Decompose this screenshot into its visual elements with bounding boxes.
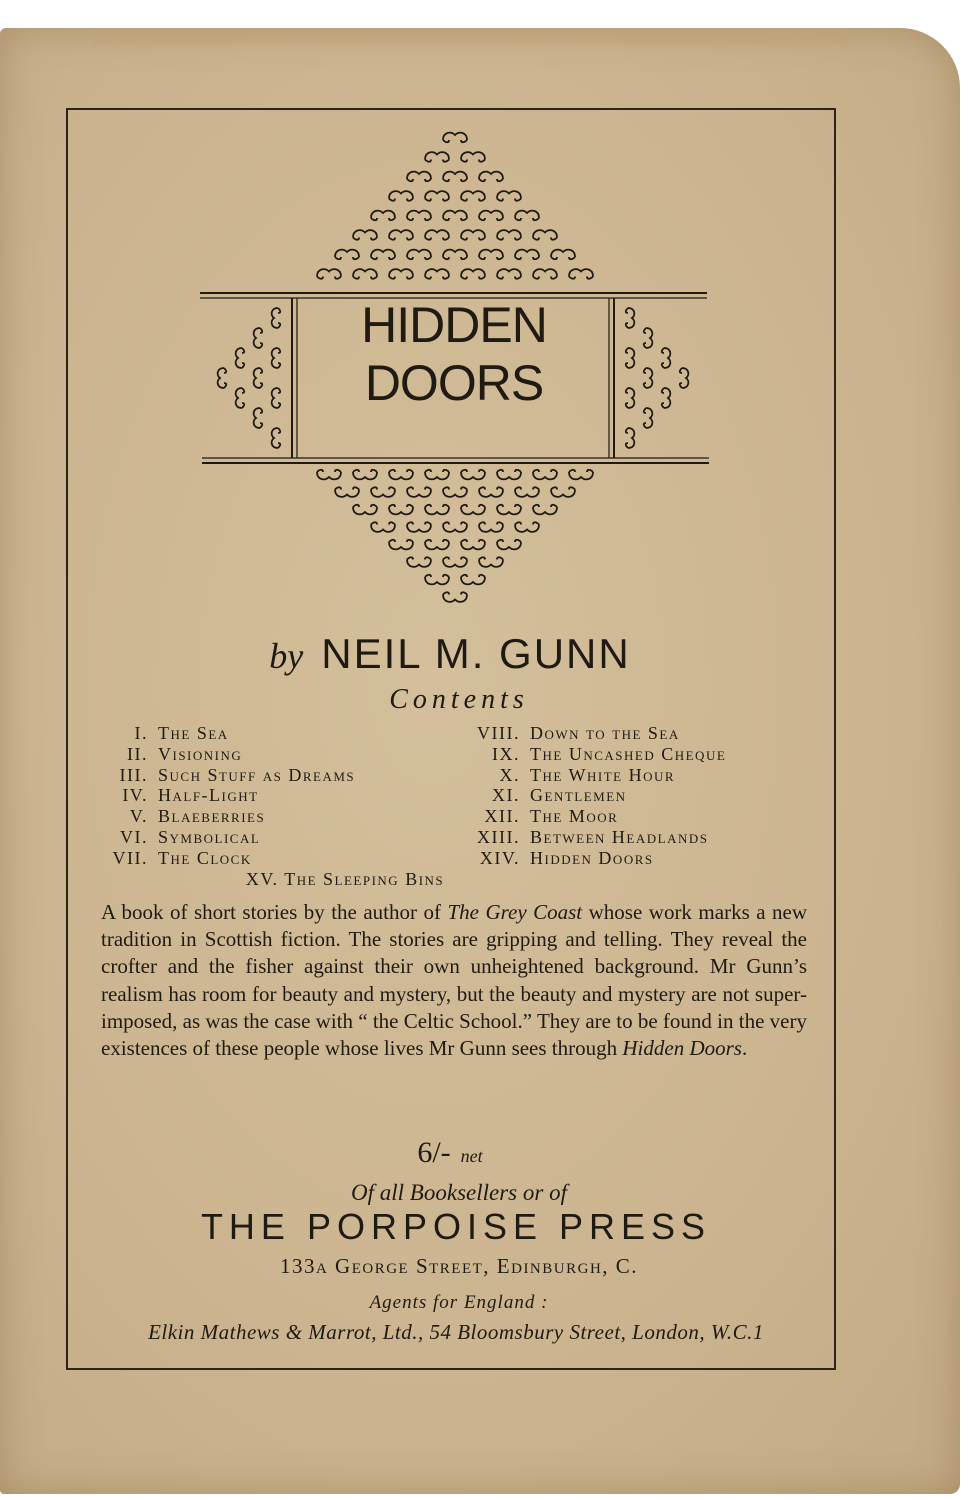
chapter-number: VIII. xyxy=(477,723,520,743)
publisher-address: 133a George Street, Edinburgh, C. xyxy=(279,1254,639,1278)
sellers-line: Of all Booksellers or of xyxy=(351,1180,567,1205)
chapter-number: VI. xyxy=(120,826,148,847)
chapter-title: Such Stuff as Dreams xyxy=(158,764,356,785)
scroll-motif xyxy=(626,308,635,328)
description-text: whose work marks a new tradition in Scottish fiction. The stories are gripping and telling. They reveal the crofter and the fisher against their own unheightened background. Mr Gunn’s realism has room for beauty and mystery, but the beauty and mystery are not super-imposed, as was the case with “ the Celtic School.” They are to be found in the very existences of these people whose lives Mr Gunn sees through xyxy=(101,900,808,1061)
scroll-motif xyxy=(497,470,521,480)
scroll-motif xyxy=(425,191,449,201)
title-line-1: HIDDEN xyxy=(361,297,547,353)
scroll-motif xyxy=(569,470,593,480)
scroll-motif xyxy=(626,348,635,368)
chapter-number: XIV. xyxy=(479,847,520,868)
scroll-motif xyxy=(551,487,575,497)
chapter-title: The Uncashed Cheque xyxy=(530,743,727,764)
scroll-motif xyxy=(371,487,395,497)
contents-item xyxy=(98,848,355,869)
scroll-motif xyxy=(272,428,281,448)
scroll-motif xyxy=(443,557,467,567)
scroll-motif xyxy=(461,269,485,279)
torn-paper-edge xyxy=(90,28,850,50)
chapter-title: Visioning xyxy=(158,743,243,764)
scroll-motif xyxy=(425,505,449,515)
scroll-motif xyxy=(533,230,557,240)
scroll-motif xyxy=(479,557,503,567)
title-line-2: DOORS xyxy=(364,355,544,411)
chapter-title: The Sleeping Bins xyxy=(284,869,445,889)
scroll-motif xyxy=(479,172,503,182)
chapter-number: XIII. xyxy=(477,826,520,847)
scroll-motif xyxy=(626,428,635,448)
chapter-number: IX. xyxy=(492,743,520,764)
scroll-motif xyxy=(407,522,431,532)
contents-item xyxy=(98,744,355,765)
chapter-title: Symbolical xyxy=(158,826,261,847)
scroll-motif xyxy=(425,230,449,240)
price-net: net xyxy=(460,1146,483,1166)
contents-item xyxy=(98,827,355,848)
scroll-motif xyxy=(389,470,413,480)
scroll-motif xyxy=(461,191,485,201)
scroll-motif xyxy=(662,348,671,368)
scroll-motif xyxy=(272,308,281,328)
scroll-motif xyxy=(497,191,521,201)
book-description xyxy=(101,899,807,1062)
scroll-motif xyxy=(497,540,521,550)
contents-item xyxy=(98,785,355,806)
scroll-motif xyxy=(461,470,485,480)
scroll-motif xyxy=(371,211,395,221)
scroll-motif xyxy=(443,250,467,260)
contents-item xyxy=(455,723,726,744)
scroll-motif xyxy=(407,557,431,567)
scroll-motif xyxy=(461,152,485,162)
scroll-motif xyxy=(461,575,485,585)
chapter-number: III. xyxy=(119,764,148,785)
scroll-motif xyxy=(272,348,281,368)
scroll-motif xyxy=(443,522,467,532)
scroll-motif xyxy=(533,470,557,480)
scroll-motif xyxy=(533,269,557,279)
chapter-title: The Clock xyxy=(158,847,252,868)
chapter-title: Down to the Sea xyxy=(530,723,680,743)
scroll-motif xyxy=(254,408,263,428)
scroll-motif xyxy=(443,211,467,221)
chapter-title: The White Hour xyxy=(530,764,676,785)
scroll-motif xyxy=(551,250,575,260)
scroll-motif xyxy=(515,250,539,260)
scroll-motif xyxy=(371,522,395,532)
price-amount: 6/- xyxy=(417,1136,451,1169)
description-text: . xyxy=(741,1036,748,1061)
scroll-motif xyxy=(515,211,539,221)
scroll-motif xyxy=(389,230,413,240)
scroll-motif xyxy=(317,470,341,480)
scroll-motif xyxy=(515,522,539,532)
scroll-motif xyxy=(335,250,359,260)
scroll-motif xyxy=(443,133,467,143)
scroll-motif xyxy=(461,230,485,240)
scroll-motif xyxy=(218,368,227,388)
scroll-motif xyxy=(353,230,377,240)
scroll-motif xyxy=(680,368,689,388)
scroll-motif xyxy=(389,269,413,279)
scroll-motif xyxy=(515,487,539,497)
chapter-title: The Moor xyxy=(530,806,619,827)
contents-item xyxy=(455,806,726,827)
chapter-title: Gentlemen xyxy=(530,785,627,806)
scroll-motif xyxy=(461,540,485,550)
contents-item xyxy=(455,848,726,869)
chapter-number: I. xyxy=(134,723,148,743)
chapter-title: Half-Light xyxy=(158,785,259,806)
scroll-motif xyxy=(479,522,503,532)
chapter-number: XII. xyxy=(484,806,520,827)
scroll-motif xyxy=(479,487,503,497)
chapter-number: IV. xyxy=(122,785,148,806)
scroll-motif xyxy=(443,592,467,602)
scroll-motif xyxy=(254,328,263,348)
scroll-motif xyxy=(461,505,485,515)
scroll-motif xyxy=(569,269,593,279)
scroll-motif xyxy=(425,575,449,585)
scroll-motif xyxy=(626,388,635,408)
scroll-motif xyxy=(407,487,431,497)
scroll-motif xyxy=(425,540,449,550)
scroll-motif xyxy=(272,388,281,408)
scroll-motif xyxy=(353,470,377,480)
scroll-motif xyxy=(644,328,653,348)
scroll-motif xyxy=(236,388,245,408)
scroll-motif xyxy=(443,172,467,182)
scroll-motif xyxy=(644,368,653,388)
scroll-motif xyxy=(497,269,521,279)
scroll-motif xyxy=(479,211,503,221)
contents-item xyxy=(98,806,355,827)
scroll-motif xyxy=(479,250,503,260)
contents-heading: Contents xyxy=(389,684,529,715)
scroll-motif xyxy=(353,269,377,279)
author-line xyxy=(0,630,900,678)
description-text: A book of short stories by the author of xyxy=(101,900,448,924)
contents-item-last xyxy=(0,869,690,890)
scroll-motif xyxy=(644,408,653,428)
scroll-motif xyxy=(443,487,467,497)
price xyxy=(0,1136,900,1170)
scroll-motif xyxy=(425,269,449,279)
scroll-motif xyxy=(533,505,557,515)
scroll-motif xyxy=(317,269,341,279)
agents-label: Agents for England : xyxy=(369,1292,549,1313)
scroll-motif xyxy=(389,540,413,550)
contents-item xyxy=(455,765,726,786)
description-italic-title: The Grey Coast xyxy=(447,900,583,924)
scroll-motif xyxy=(407,250,431,260)
contents-item xyxy=(98,723,355,744)
contents-item xyxy=(455,827,726,848)
scroll-motif xyxy=(236,348,245,368)
scroll-motif xyxy=(407,172,431,182)
chapter-number: X. xyxy=(499,764,520,785)
chapter-number: XI. xyxy=(492,785,520,806)
chapter-title: The Sea xyxy=(158,723,229,743)
contents-item xyxy=(455,785,726,806)
author-by: by xyxy=(269,636,304,676)
chapter-number: XV. xyxy=(245,869,279,889)
scroll-motif xyxy=(389,505,413,515)
description-italic-title: Hidden Doors xyxy=(622,1036,742,1061)
contents-item xyxy=(98,765,355,786)
chapter-number: II. xyxy=(127,743,148,764)
chapter-number: V. xyxy=(129,806,148,827)
scroll-motif xyxy=(335,487,359,497)
scroll-motif xyxy=(407,211,431,221)
contents-left-column xyxy=(98,723,355,869)
contents-right-column xyxy=(455,723,726,869)
publisher-name: THE PORPOISE PRESS xyxy=(200,1206,712,1247)
scroll-motif xyxy=(497,230,521,240)
scroll-motif xyxy=(353,505,377,515)
chapter-title: Blaeberries xyxy=(158,806,266,827)
scroll-motif xyxy=(425,152,449,162)
scroll-motif xyxy=(425,470,449,480)
chapter-title: Between Headlands xyxy=(530,826,709,847)
book-title xyxy=(295,296,613,456)
contents-item xyxy=(455,744,726,765)
scroll-motif xyxy=(389,191,413,201)
scroll-motif xyxy=(662,388,671,408)
agents-address: Elkin Mathews & Marrot, Ltd., 54 Bloomsbury Street, London, W.C.1 xyxy=(148,1320,764,1344)
chapter-title: Hidden Doors xyxy=(530,847,654,868)
scroll-motif xyxy=(371,250,395,260)
chapter-number: VII. xyxy=(112,847,148,868)
author-name: NEIL M. GUNN xyxy=(321,630,631,677)
scroll-motif xyxy=(497,505,521,515)
scroll-motif xyxy=(254,368,263,388)
